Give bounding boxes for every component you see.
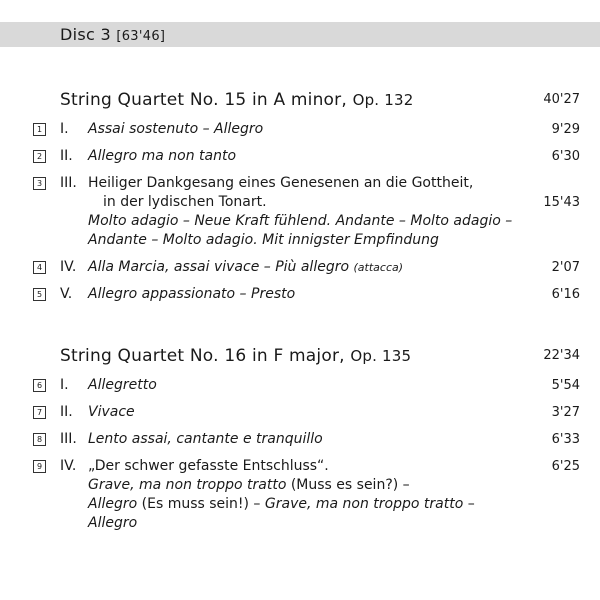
movement-title: Allegretto (88, 377, 157, 393)
movement-number: II. (60, 148, 73, 164)
movement-title: „Der schwer gefasste Entschluss“. Grave, ma non troppo tratto (Muss es sein?) – Allegro (Es muss sein!) – Grave, ma non troppo tratto – Allegro (88, 458, 475, 531)
movement-title: Heiliger Dankgesang eines Genesenen an die Gottheit, in der lydischen Tonart. Molto adagio – Neue Kraft fühlend. Andante – Molto adagio – Andante – Molto adagio. Mit innigster Empfindung (88, 175, 513, 248)
movement-title: Allegro ma non tanto (88, 148, 237, 164)
work-opus: Op. 132 (352, 91, 414, 109)
track-duration: 3'27 (551, 405, 580, 420)
track-row (36, 285, 580, 304)
track-number-box: 2 (33, 150, 46, 163)
track-number-box: 8 (33, 433, 46, 446)
work-quartet-15 (36, 90, 580, 304)
track-row (36, 403, 580, 422)
disc-title (60, 25, 165, 44)
movement-number: IV. (60, 259, 77, 275)
work-opus: Op. 135 (350, 347, 412, 365)
track-row (36, 147, 580, 166)
movement-number: I. (60, 377, 69, 393)
work-duration: 40'27 (543, 92, 580, 107)
attacca-note: (attacca) (353, 261, 404, 274)
track-number-box: 1 (33, 123, 46, 136)
track-duration: 6'25 (551, 459, 580, 474)
movement-title: Assai sostenuto – Allegro (88, 121, 264, 137)
track-row (36, 376, 580, 395)
track-row (36, 457, 580, 533)
disc-label: Disc 3 (60, 25, 111, 44)
track-number-box: 6 (33, 379, 46, 392)
track-duration: 6'30 (551, 149, 580, 164)
track-row (36, 174, 580, 250)
track-number-box: 9 (33, 460, 46, 473)
track-duration: 6'33 (551, 432, 580, 447)
track-duration: 9'29 (551, 122, 580, 137)
movement-number: II. (60, 404, 73, 420)
work-duration: 22'34 (543, 348, 580, 363)
track-duration: 5'54 (551, 378, 580, 393)
track-number-box: 5 (33, 288, 46, 301)
movement-number: III. (60, 175, 77, 191)
movement-number: V. (60, 286, 73, 302)
track-row (36, 120, 580, 139)
track-number-box: 7 (33, 406, 46, 419)
track-duration: 2'07 (551, 260, 580, 275)
track-number-box: 4 (33, 261, 46, 274)
movement-title: Lento assai, cantante e tranquillo (88, 431, 323, 447)
work-title: String Quartet No. 15 in A minor, Op. 132 (60, 90, 414, 110)
track-duration: 6'16 (551, 287, 580, 302)
work-title: String Quartet No. 16 in F major, Op. 135 (60, 346, 412, 366)
track-row (36, 258, 580, 277)
movement-title: Allegro appassionato – Presto (88, 286, 296, 302)
track-number-box: 3 (33, 177, 46, 190)
track-row (36, 430, 580, 449)
movement-number: IV. (60, 458, 77, 474)
movement-title: Alla Marcia, assai vivace – Più allegro (attacca) (88, 259, 404, 275)
work-quartet-16 (36, 346, 580, 533)
track-duration: 15'43 (543, 195, 580, 210)
movement-number: I. (60, 121, 69, 137)
disc-duration: [63'46] (116, 29, 166, 44)
movement-number: III. (60, 431, 77, 447)
movement-title: Vivace (88, 404, 135, 420)
